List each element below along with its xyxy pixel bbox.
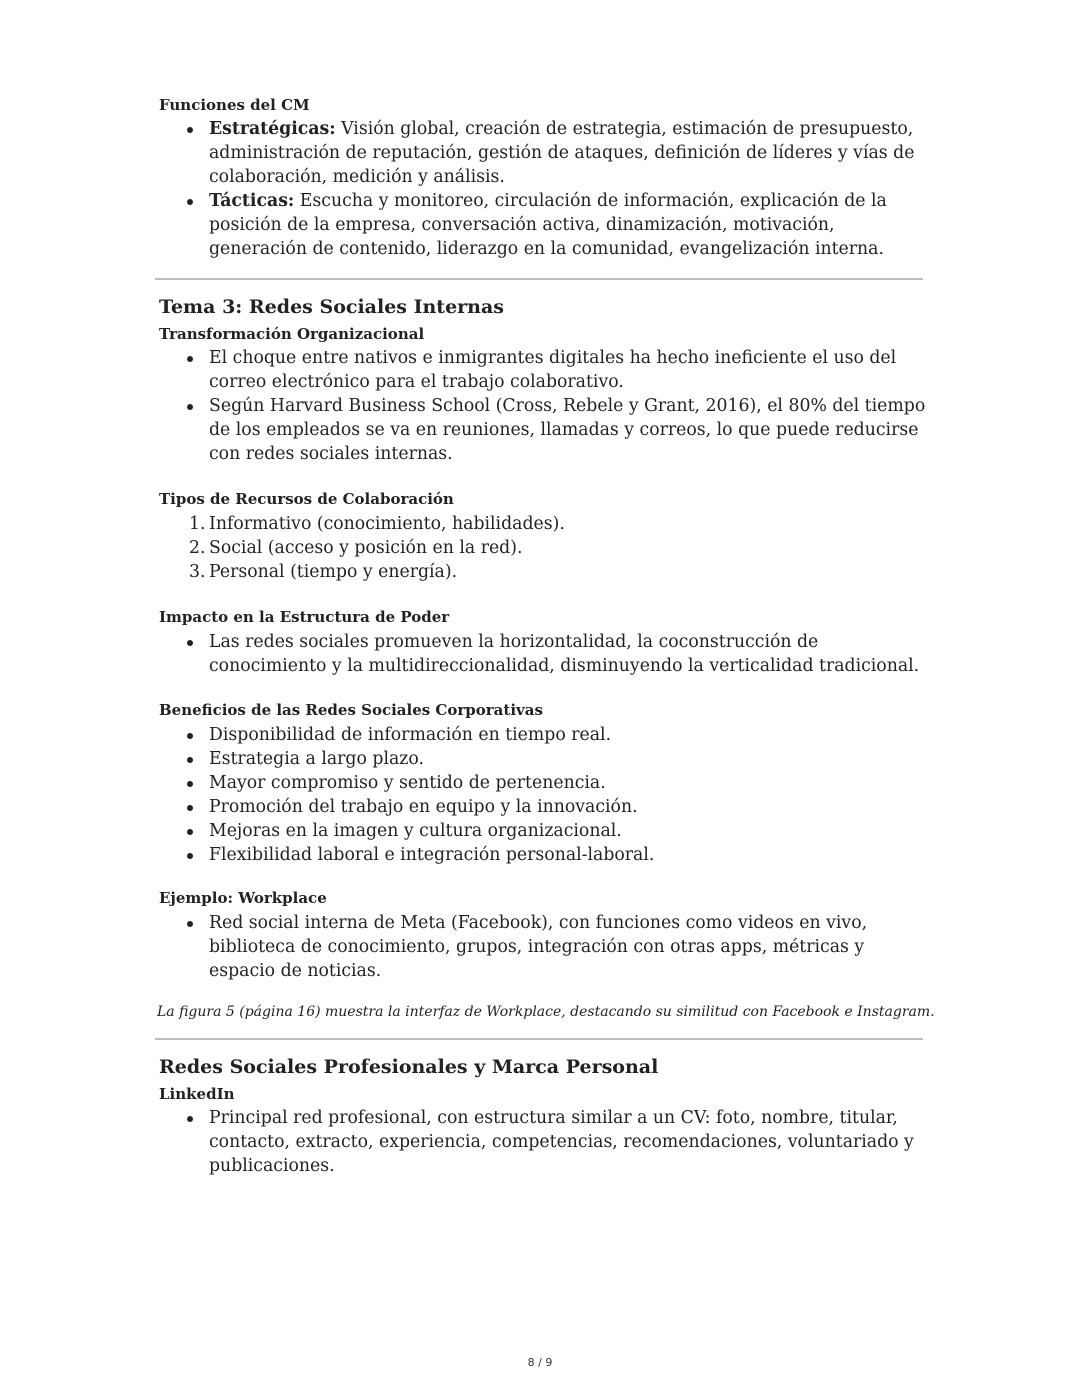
list-item	[189, 536, 929, 560]
heading-transformacion: Transformación Organizacional	[159, 325, 425, 343]
section-impacto	[159, 607, 929, 678]
list-item	[209, 630, 929, 678]
item-number: 3.	[189, 562, 206, 582]
item-text: Informativo (conocimiento, habilidades).	[209, 514, 565, 534]
bullet-icon	[187, 921, 193, 927]
list-item	[189, 560, 929, 584]
item-text: Personal (tiempo y energía).	[209, 562, 458, 582]
heading-linkedin: LinkedIn	[159, 1085, 235, 1103]
bullet-icon	[187, 829, 193, 835]
heading-funciones-cm: Funciones del CM	[159, 96, 310, 114]
heading-tipos: Tipos de Recursos de Colaboración	[159, 490, 454, 508]
bullet-icon	[187, 781, 193, 787]
bullet-icon	[187, 640, 193, 646]
ejemplo-list	[159, 911, 929, 983]
item-text: Según Harvard Business School (Cross, Rebele y Grant, 2016), el 80% del tiempo de los empleados se va en reuniones, llamadas y correos, lo que puede reducirse con redes sociales internas.	[209, 396, 926, 464]
transformacion-list	[159, 346, 929, 466]
section-beneficios	[159, 700, 929, 867]
section-funciones-cm	[159, 95, 929, 261]
bullet-icon	[187, 1116, 193, 1122]
bullet-icon	[187, 853, 193, 859]
tipos-list	[159, 512, 929, 584]
list-item	[209, 747, 929, 771]
item-text: Estrategia a largo plazo.	[209, 749, 424, 769]
item-label: Estratégicas:	[209, 119, 336, 139]
item-text: Mayor compromiso y sentido de pertenencia.	[209, 773, 606, 793]
section-tipos-recursos	[159, 489, 929, 584]
list-item	[209, 911, 929, 983]
item-text: Flexibilidad laboral e integración personal-laboral.	[209, 845, 655, 865]
item-text: El choque entre nativos e inmigrantes digitales ha hecho ineficiente el uso del correo electrónico para el trabajo colaborativo.	[209, 348, 897, 392]
list-item	[189, 512, 929, 536]
bullet-icon	[187, 805, 193, 811]
item-text: Mejoras en la imagen y cultura organizacional.	[209, 821, 622, 841]
list-item	[209, 795, 929, 819]
item-text: Promoción del trabajo en equipo y la innovación.	[209, 797, 638, 817]
beneficios-list	[159, 723, 929, 867]
section-title: Tema 3: Redes Sociales Internas	[159, 296, 504, 318]
impacto-list	[159, 630, 929, 678]
section-redes-profesionales	[159, 1054, 929, 1178]
list-item	[209, 1106, 929, 1178]
item-number: 2.	[189, 538, 206, 558]
list-item	[209, 819, 929, 843]
item-label: Tácticas:	[209, 191, 295, 211]
bullet-icon	[187, 356, 193, 362]
bullet-icon	[187, 199, 193, 205]
page-indicator: 8 / 9	[527, 1356, 553, 1369]
item-text: Visión global, creación de estrategia, estimación de presupuesto, administración de reputación, gestión de ataques, definición de líderes y vías de colaboración, medición y análisis.	[209, 119, 915, 187]
horizontal-rule	[155, 278, 923, 280]
heading-impacto: Impacto en la Estructura de Poder	[159, 608, 450, 626]
bullet-icon	[187, 404, 193, 410]
list-item	[209, 189, 929, 261]
bullet-icon	[187, 757, 193, 763]
list-item	[209, 843, 929, 867]
horizontal-rule	[155, 1038, 923, 1040]
list-item	[209, 346, 929, 394]
list-item	[209, 394, 929, 466]
section-ejemplo-workplace	[159, 888, 929, 983]
bullet-icon	[187, 733, 193, 739]
list-item	[209, 117, 929, 189]
section-tema-3	[159, 294, 929, 466]
list-item	[209, 771, 929, 795]
item-number: 1.	[189, 514, 206, 534]
item-text: Red social interna de Meta (Facebook), con funciones como videos en vivo, biblioteca de conocimiento, grupos, integración con otras apps, métricas y espacio de noticias.	[209, 913, 868, 981]
item-text: Disponibilidad de información en tiempo real.	[209, 725, 612, 745]
funciones-list	[159, 117, 929, 261]
section-title: Redes Sociales Profesionales y Marca Personal	[159, 1056, 659, 1078]
linkedin-list	[159, 1106, 929, 1178]
heading-ejemplo: Ejemplo: Workplace	[159, 889, 327, 907]
figure-note: La figura 5 (página 16) muestra la interfaz de Workplace, destacando su similitud con Facebook e Instagram.	[157, 1004, 935, 1020]
list-item	[209, 723, 929, 747]
item-text: Escucha y monitoreo, circulación de información, explicación de la posición de la empresa, conversación activa, dinamización, motivación, generación de contenido, liderazgo en la comunidad, evangelización interna.	[209, 191, 887, 259]
heading-beneficios: Beneficios de las Redes Sociales Corporativas	[159, 701, 543, 719]
item-text: Las redes sociales promueven la horizontalidad, la coconstrucción de conocimiento y la multidireccionalidad, disminuyendo la verticalidad tradicional.	[209, 632, 920, 676]
item-text: Principal red profesional, con estructura similar a un CV: foto, nombre, titular, contacto, extracto, experiencia, competencias, recomendaciones, voluntariado y publicaciones.	[209, 1108, 914, 1176]
bullet-icon	[187, 127, 193, 133]
item-text: Social (acceso y posición en la red).	[209, 538, 523, 558]
